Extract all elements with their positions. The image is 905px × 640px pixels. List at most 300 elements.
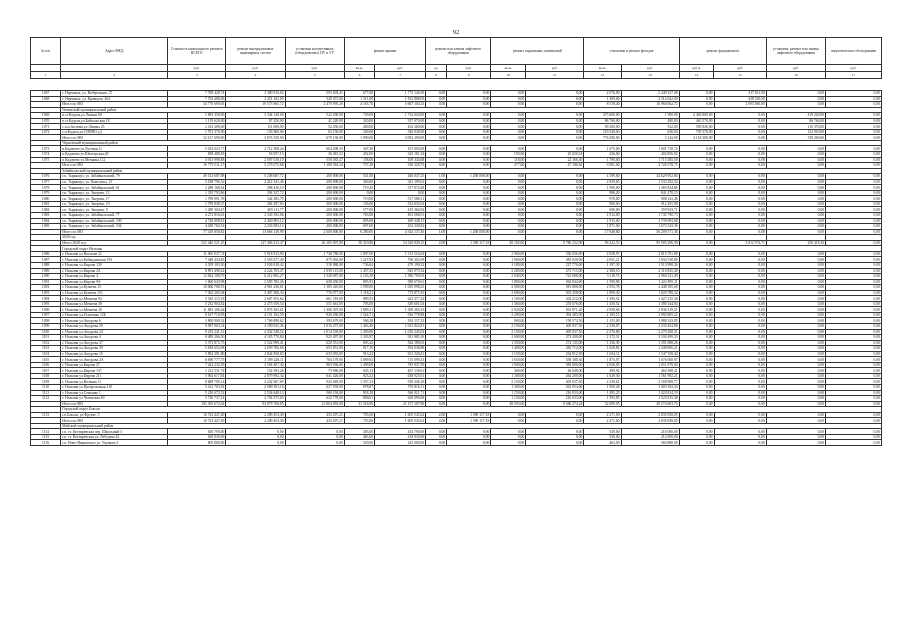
value-cell: 0,00 bbox=[766, 96, 825, 102]
value-cell: 3 800 900,32 bbox=[168, 318, 226, 324]
value-cell: 0,00 bbox=[285, 440, 344, 446]
value-cell: 1 333,97 bbox=[344, 335, 374, 341]
value-cell: 4 961 230,61 bbox=[226, 285, 285, 291]
value-cell: 0,00 bbox=[766, 412, 825, 418]
value-cell: 212 000,00 bbox=[621, 434, 679, 440]
value-cell: 0,00 bbox=[714, 157, 766, 163]
value-cell: 0,00 bbox=[714, 229, 766, 235]
value-cell: 1 012 824,81 bbox=[375, 323, 426, 329]
value-cell: 4 165,70 bbox=[344, 102, 374, 108]
value-cell: 5 543 115,33 bbox=[168, 296, 226, 302]
value-cell: 0,00 bbox=[766, 185, 825, 191]
value-cell: 564 189,03 bbox=[375, 340, 426, 346]
value-cell: 1 423 814,19 bbox=[621, 390, 679, 396]
value-cell: 0,00 bbox=[526, 201, 584, 207]
value-cell: 0,00 bbox=[426, 224, 447, 230]
address-cell: г.п. Тырныауз, ул. Забайкальский, 79 bbox=[61, 174, 168, 180]
column-number: 15 bbox=[714, 72, 766, 79]
value-cell: 2 289 453,49 bbox=[226, 418, 285, 424]
row-number-cell: 1078 bbox=[31, 185, 61, 191]
value-cell: 1 675,00 bbox=[584, 146, 621, 152]
table-row bbox=[31, 440, 882, 446]
value-cell: 200 000,00 bbox=[285, 196, 344, 202]
row-number-cell: 1113 bbox=[31, 412, 61, 418]
value-cell: 0,00 bbox=[679, 379, 714, 385]
value-cell: 5 238 687,72 bbox=[226, 174, 285, 180]
value-cell: 0,00 bbox=[826, 440, 882, 446]
value-cell: 776 290,00 bbox=[584, 135, 621, 141]
value-cell: 77 419 858,82 bbox=[168, 229, 226, 235]
value-cell: 1 016 257,00 bbox=[285, 323, 344, 329]
value-cell: 0,00 bbox=[714, 185, 766, 191]
value-cell: 1 495,25 bbox=[584, 390, 621, 396]
value-cell: 0,00 bbox=[714, 190, 766, 196]
value-cell: 0,00 bbox=[714, 440, 766, 446]
value-cell: 2,00 bbox=[426, 412, 447, 418]
row-number-cell: 1100 bbox=[31, 329, 61, 335]
value-cell: 0,00 bbox=[766, 362, 825, 368]
value-cell: 0,00 bbox=[679, 362, 714, 368]
value-cell: 2 168 908,77 bbox=[621, 379, 679, 385]
value-cell: 549 357,00 bbox=[285, 96, 344, 102]
address-cell: Итого по МО bbox=[61, 102, 168, 108]
value-cell: 0,00 bbox=[491, 229, 526, 235]
value-cell: 0,00 bbox=[447, 146, 491, 152]
value-cell: 2 607 655,64 bbox=[226, 296, 285, 302]
value-cell: 469 348,15 bbox=[375, 218, 426, 224]
value-cell: 920 450,00 bbox=[285, 312, 344, 318]
value-cell: 0,00 bbox=[766, 218, 825, 224]
value-cell: 4 151 102,59 bbox=[226, 312, 285, 318]
value-cell: 0,00 bbox=[679, 229, 714, 235]
value-cell: 0,00 bbox=[491, 179, 526, 185]
value-cell: 480,00 bbox=[621, 118, 679, 124]
value-cell: 0,00 bbox=[714, 434, 766, 440]
row-number-cell: 1084 bbox=[31, 218, 61, 224]
value-cell: 0,00 bbox=[766, 434, 825, 440]
address-cell: г. Нальчик ул.Ногмова 21 bbox=[61, 251, 168, 257]
value-cell: 503 458,00 bbox=[526, 290, 584, 296]
value-cell: 0,00 bbox=[766, 174, 825, 180]
value-cell: 540,00 bbox=[584, 429, 621, 435]
value-cell: 0,00 bbox=[491, 412, 526, 418]
document-page bbox=[30, 0, 882, 640]
value-cell: 2 580 391,18 bbox=[226, 384, 285, 390]
value-cell: 776 977,00 bbox=[285, 290, 344, 296]
address-cell: г. Нальчик ул.Осипенко 12Б bbox=[61, 312, 168, 318]
value-cell: 2 312 622,00 bbox=[621, 96, 679, 102]
value-cell: 1 789 991,78 bbox=[168, 196, 226, 202]
value-cell: 0,00 bbox=[526, 440, 584, 446]
value-cell: 796 202,09 bbox=[375, 257, 426, 263]
address-cell: п.ст.Кадала,ул.Байкальская 18 bbox=[61, 118, 168, 124]
value-cell: 0,00 bbox=[714, 118, 766, 124]
column-number: 4 bbox=[226, 72, 285, 79]
value-cell: 452 330,82 bbox=[375, 224, 426, 230]
address-cell: г.п. Тырныауз, ул. Комсомол, 15 bbox=[61, 179, 168, 185]
value-cell: 1 035 998,25 bbox=[375, 285, 426, 291]
value-cell: 1 308 307,00 bbox=[285, 307, 344, 313]
value-cell: 344 385,79 bbox=[226, 196, 285, 202]
row-number-cell: 1091 bbox=[31, 279, 61, 285]
address-cell: г. Нальчик ул.Кирова 27 bbox=[61, 362, 168, 368]
value-cell: 1 427 215,36 bbox=[621, 296, 679, 302]
value-cell: 0,00 bbox=[679, 290, 714, 296]
value-cell: 719,00 bbox=[344, 196, 374, 202]
value-cell: 0,00 bbox=[426, 218, 447, 224]
value-cell: 1 118,21 bbox=[344, 290, 374, 296]
value-cell: 0,00 bbox=[826, 91, 882, 97]
value-cell: 0,00 bbox=[447, 379, 491, 385]
value-cell: 1 811 079,00 bbox=[621, 362, 679, 368]
value-cell: 0,00 bbox=[714, 390, 766, 396]
row-number-cell: 1086 bbox=[31, 251, 61, 257]
value-cell: 0,00 bbox=[526, 91, 584, 97]
value-cell: 2 200,00 bbox=[491, 312, 526, 318]
value-cell: 0,00 bbox=[491, 418, 526, 424]
row-number-cell: 1083 bbox=[31, 213, 61, 219]
value-cell: 2 522 999,41 bbox=[226, 340, 285, 346]
value-cell: 0,00 bbox=[447, 91, 491, 97]
value-cell: 0,00 bbox=[714, 124, 766, 130]
header-col-num: № п/п bbox=[31, 38, 61, 65]
value-cell: 0,00 bbox=[714, 418, 766, 424]
value-cell: 630 930,00 bbox=[168, 434, 226, 440]
value-cell: 2 553,78 bbox=[584, 285, 621, 291]
address-cell: 2028 год bbox=[61, 235, 168, 241]
value-cell: 0,00 bbox=[826, 185, 882, 191]
value-cell: 0,00 bbox=[447, 390, 491, 396]
row-number-cell: 1112 bbox=[31, 396, 61, 402]
value-cell: 1 180,00 bbox=[491, 262, 526, 268]
value-cell: 11 883 106,44 bbox=[168, 307, 226, 313]
value-cell: 110 370,00 bbox=[766, 124, 825, 130]
value-cell: 0,00 bbox=[491, 118, 526, 124]
value-cell: 0,00 bbox=[375, 190, 426, 196]
value-cell: 26 165 097,00 bbox=[285, 240, 344, 246]
value-cell: 594 036,88 bbox=[375, 346, 426, 352]
value-cell: 21 157 187,86 bbox=[375, 401, 426, 407]
value-cell: 4 224 703,47 bbox=[226, 268, 285, 274]
value-cell: 0,00 bbox=[679, 351, 714, 357]
value-cell: 1 200 000,00 bbox=[447, 174, 491, 180]
address-cell: г. Нальчик ул.Кирова 211 bbox=[61, 373, 168, 379]
header-col-roof: ремонт крыши bbox=[344, 38, 425, 65]
value-cell: 2 412 341,46 bbox=[226, 179, 285, 185]
value-cell: 41 220,00 bbox=[285, 118, 344, 124]
value-cell: 0,00 bbox=[447, 440, 491, 446]
value-cell: 0,00 bbox=[714, 274, 766, 280]
value-cell: 730,00 bbox=[344, 113, 374, 119]
value-cell: 558 583,47 bbox=[285, 157, 344, 163]
value-cell: 2 104 499,33 bbox=[621, 335, 679, 341]
value-cell: 757,30 bbox=[344, 163, 374, 169]
value-cell: 2 844 830,83 bbox=[226, 351, 285, 357]
value-cell: 0,00 bbox=[426, 318, 447, 324]
row-number-cell: 1108 bbox=[31, 373, 61, 379]
value-cell: 2 938,97 bbox=[584, 251, 621, 257]
row-number-cell: 1101 bbox=[31, 335, 61, 341]
value-cell: 0,00 bbox=[826, 163, 882, 169]
value-cell: 0,00 bbox=[226, 429, 285, 435]
value-cell: 86 760,00 bbox=[584, 118, 621, 124]
value-cell: 986,20 bbox=[584, 190, 621, 196]
address-cell: г. Нальчик ул.Ашурова 27 bbox=[61, 340, 168, 346]
address-cell: г. Нальчик ул.Кирова 2А bbox=[61, 268, 168, 274]
value-cell: 12 824 108,79 bbox=[168, 274, 226, 280]
value-cell: 0,00 bbox=[426, 152, 447, 158]
value-cell: 1 150,00 bbox=[491, 390, 526, 396]
value-cell: 2 815 791,80 bbox=[621, 251, 679, 257]
value-cell: 25 020,34 bbox=[526, 152, 584, 158]
value-cell: 576 816,11 bbox=[375, 384, 426, 390]
value-cell: 0,00 bbox=[714, 384, 766, 390]
value-cell: 540,00 bbox=[344, 129, 374, 135]
value-cell: 1 088 343,85 bbox=[621, 318, 679, 324]
value-cell: 262 054,00 bbox=[526, 384, 584, 390]
unit: руб. bbox=[226, 65, 285, 72]
row-number-cell: 1088 bbox=[31, 262, 61, 268]
value-cell: 0,00 bbox=[766, 262, 825, 268]
value-cell: 7 708 428,74 bbox=[168, 91, 226, 97]
row-number-cell: 1085 bbox=[31, 224, 61, 230]
value-cell: 4 432 528,52 bbox=[226, 329, 285, 335]
value-cell: 2,00 bbox=[426, 240, 447, 246]
value-cell: 4 154 380,00 bbox=[679, 135, 714, 141]
value-cell: 1 738 780,00 bbox=[285, 251, 344, 257]
value-cell: 0,00 bbox=[679, 373, 714, 379]
value-cell: 1 734 020,00 bbox=[375, 113, 426, 119]
value-cell: 320,00 bbox=[344, 118, 374, 124]
value-cell: 0,00 bbox=[679, 384, 714, 390]
row-number-cell: 1094 bbox=[31, 296, 61, 302]
value-cell: 773 875,35 bbox=[375, 290, 426, 296]
unit: руб. bbox=[621, 65, 679, 72]
value-cell: 200 000,00 bbox=[285, 185, 344, 191]
value-cell: 58 310,86 bbox=[344, 240, 374, 246]
value-cell: 755,00 bbox=[344, 412, 374, 418]
value-cell: 1 601 718,72 bbox=[621, 146, 679, 152]
value-cell: 0,00 bbox=[447, 351, 491, 357]
value-cell: 0,00 bbox=[447, 268, 491, 274]
value-cell: 566,38 bbox=[344, 318, 374, 324]
value-cell: 0,00 bbox=[491, 113, 526, 119]
value-cell: 0,00 bbox=[826, 179, 882, 185]
value-cell: 46 648,00 bbox=[526, 368, 584, 374]
value-cell: 0,00 bbox=[714, 224, 766, 230]
row-number-cell: 1107 bbox=[31, 368, 61, 374]
value-cell: 0,00 bbox=[766, 373, 825, 379]
value-cell: 1 449 006,21 bbox=[621, 346, 679, 352]
value-cell: 0,00 bbox=[714, 146, 766, 152]
value-cell: 0,00 bbox=[826, 152, 882, 158]
value-cell: 677,00 bbox=[344, 91, 374, 97]
value-cell: 4 913 998,88 bbox=[168, 157, 226, 163]
value-cell: 581 808,00 bbox=[526, 285, 584, 291]
value-cell: 12 127 690,00 bbox=[168, 135, 226, 141]
value-cell: 1 605 545,62 bbox=[375, 418, 426, 424]
value-cell: 0,00 bbox=[766, 357, 825, 363]
value-cell: 8 688 709,14 bbox=[168, 379, 226, 385]
value-cell: 34 770 690,63 bbox=[168, 102, 226, 108]
value-cell: 1 871,00 bbox=[584, 224, 621, 230]
value-cell: 0,00 bbox=[447, 152, 491, 158]
value-cell: 2 960 521,49 bbox=[621, 274, 679, 280]
value-cell: 0,00 bbox=[491, 91, 526, 97]
value-cell: 405 837,50 bbox=[526, 379, 584, 385]
value-cell: 638 925,61 bbox=[375, 373, 426, 379]
value-cell: 1 589 117,18 bbox=[447, 412, 491, 418]
value-cell: 0,00 bbox=[826, 224, 882, 230]
header-col-foundation: ремонт фундаментов bbox=[679, 38, 766, 65]
value-cell: 0,00 bbox=[714, 396, 766, 402]
address-cell: г. Нальчик ул.Ашурова 29 bbox=[61, 323, 168, 329]
value-cell: 0,00 bbox=[679, 163, 714, 169]
value-cell: 8 617 710,95 bbox=[168, 312, 226, 318]
unit: руб. bbox=[168, 65, 226, 72]
value-cell: 2 368,10 bbox=[584, 268, 621, 274]
value-cell: 0,00 bbox=[679, 335, 714, 341]
value-cell: 0,00 bbox=[714, 179, 766, 185]
value-cell: 2 271,00 bbox=[584, 412, 621, 418]
value-cell: 2 380 910,04 bbox=[226, 91, 285, 97]
value-cell: 0,00 bbox=[679, 418, 714, 424]
value-cell: 1 336,39 bbox=[584, 340, 621, 346]
value-cell: 1,00 bbox=[426, 229, 447, 235]
column-number: 5 bbox=[285, 72, 344, 79]
value-cell: 0,00 bbox=[679, 301, 714, 307]
value-cell: 6 212 802,27 bbox=[226, 274, 285, 280]
value-cell: 7 763 488,00 bbox=[168, 96, 226, 102]
value-cell: 0,00 bbox=[447, 307, 491, 313]
value-cell: 1 525 815,38 bbox=[621, 396, 679, 402]
value-cell: 0,00 bbox=[826, 401, 882, 407]
row-number-cell: 1098 bbox=[31, 318, 61, 324]
value-cell: 2 835 838,05 bbox=[621, 412, 679, 418]
value-cell: 1 039 115,00 bbox=[285, 268, 344, 274]
value-cell: 978,00 bbox=[584, 196, 621, 202]
address-cell: г. Нальчик ул.Семашко 1 bbox=[61, 390, 168, 396]
row-number-cell: 1111 bbox=[31, 390, 61, 396]
value-cell: 0,00 bbox=[679, 268, 714, 274]
value-cell: 0,00 bbox=[714, 163, 766, 169]
unit: руб. bbox=[714, 65, 766, 72]
address-cell: г. Нальчик ул.Кирова 9А bbox=[61, 279, 168, 285]
value-cell: 0,00 bbox=[826, 113, 882, 119]
value-cell: 726,00 bbox=[344, 201, 374, 207]
value-cell: 0,00 bbox=[766, 418, 825, 424]
value-cell: 0,00 bbox=[426, 401, 447, 407]
value-cell: 1 400,00 bbox=[491, 346, 526, 352]
row-number-cell: 1067 bbox=[31, 91, 61, 97]
value-cell: 0,00 bbox=[491, 174, 526, 180]
value-cell: 5 726 737,14 bbox=[168, 396, 226, 402]
value-cell: 0,00 bbox=[826, 102, 882, 108]
value-cell: 0,00 bbox=[447, 113, 491, 119]
value-cell: 0,00 bbox=[526, 102, 584, 108]
row-number-cell: 1077 bbox=[31, 179, 61, 185]
value-cell: 2 233 083,14 bbox=[226, 224, 285, 230]
value-cell: 0,00 bbox=[826, 329, 882, 335]
value-cell: 0,00 bbox=[714, 373, 766, 379]
value-cell: 0,00 bbox=[766, 268, 825, 274]
value-cell: 0,00 bbox=[426, 179, 447, 185]
value-cell: 0,00 bbox=[714, 429, 766, 435]
value-cell: 1 227,93 bbox=[344, 257, 374, 263]
address-cell: Итого по МО bbox=[61, 401, 168, 407]
value-cell: 4 232 667,69 bbox=[226, 379, 285, 385]
row-number-cell: 1075 bbox=[31, 157, 61, 163]
value-cell: 518 080,00 bbox=[285, 262, 344, 268]
value-cell: 159,00 bbox=[491, 152, 526, 158]
value-cell: 0,00 bbox=[491, 201, 526, 207]
value-cell: 93 079 768,85 bbox=[226, 401, 285, 407]
value-cell: 0,00 bbox=[447, 179, 491, 185]
value-cell: 0,00 bbox=[714, 251, 766, 257]
value-cell: 1,00 bbox=[426, 174, 447, 180]
value-cell: 0,00 bbox=[714, 152, 766, 158]
address-cell: Итого по МО bbox=[61, 135, 168, 141]
value-cell: 878,87 bbox=[344, 384, 374, 390]
value-cell: 1 990,00 bbox=[344, 135, 374, 141]
value-cell: 4 199,00 bbox=[584, 174, 621, 180]
value-cell: 604 298,35 bbox=[285, 146, 344, 152]
value-cell: 0,00 bbox=[426, 251, 447, 257]
value-cell: 0,00 bbox=[447, 285, 491, 291]
value-cell: 0,00 bbox=[679, 434, 714, 440]
value-cell: 2 840,00 bbox=[491, 274, 526, 280]
value-cell: 0,00 bbox=[714, 379, 766, 385]
value-cell: 0,00 bbox=[526, 207, 584, 213]
value-cell: 216 033,00 bbox=[526, 396, 584, 402]
value-cell: 0,00 bbox=[426, 285, 447, 291]
value-cell: 627 559,00 bbox=[285, 384, 344, 390]
value-cell: 227 770,00 bbox=[526, 262, 584, 268]
value-cell: 0,00 bbox=[447, 207, 491, 213]
value-cell: 1 897,00 bbox=[344, 251, 374, 257]
value-cell: 783 937,59 bbox=[375, 362, 426, 368]
value-cell: 1 889,11 bbox=[344, 307, 374, 313]
value-cell: 0,00 bbox=[826, 129, 882, 135]
value-cell: 784 179,00 bbox=[285, 357, 344, 363]
value-cell: 1 324,71 bbox=[344, 312, 374, 318]
value-cell: 0,00 bbox=[426, 368, 447, 374]
value-cell: 1 369,60 bbox=[584, 96, 621, 102]
value-cell: 8 891 498,42 bbox=[168, 268, 226, 274]
value-cell: 452,00 bbox=[344, 152, 374, 158]
value-cell: 294 327,72 bbox=[226, 190, 285, 196]
value-cell: 0,00 bbox=[679, 152, 714, 158]
value-cell: 5 902 617,84 bbox=[168, 373, 226, 379]
value-cell: 0,00 bbox=[426, 190, 447, 196]
address-cell: г.п. Тырныауз, ул. Забайкальский, 77 bbox=[61, 213, 168, 219]
value-cell: 0,00 bbox=[679, 96, 714, 102]
value-cell: 925 497,00 bbox=[285, 335, 344, 341]
value-cell: 5 232 904,82 bbox=[168, 301, 226, 307]
value-cell: 0,00 bbox=[679, 201, 714, 207]
value-cell: 0,00 bbox=[426, 268, 447, 274]
value-cell: 0,00 bbox=[426, 185, 447, 191]
value-cell: 725 688,00 bbox=[526, 274, 584, 280]
value-cell: 1 380 344,84 bbox=[621, 301, 679, 307]
value-cell: 0,00 bbox=[491, 124, 526, 130]
value-cell: 2 026 818,42 bbox=[226, 262, 285, 268]
value-cell: 325 181,34 bbox=[375, 152, 426, 158]
value-cell: 875 492,00 bbox=[285, 257, 344, 263]
value-cell: 347,30 bbox=[344, 146, 374, 152]
value-cell: 0,00 bbox=[285, 429, 344, 435]
row-number-cell: 1105 bbox=[31, 357, 61, 363]
